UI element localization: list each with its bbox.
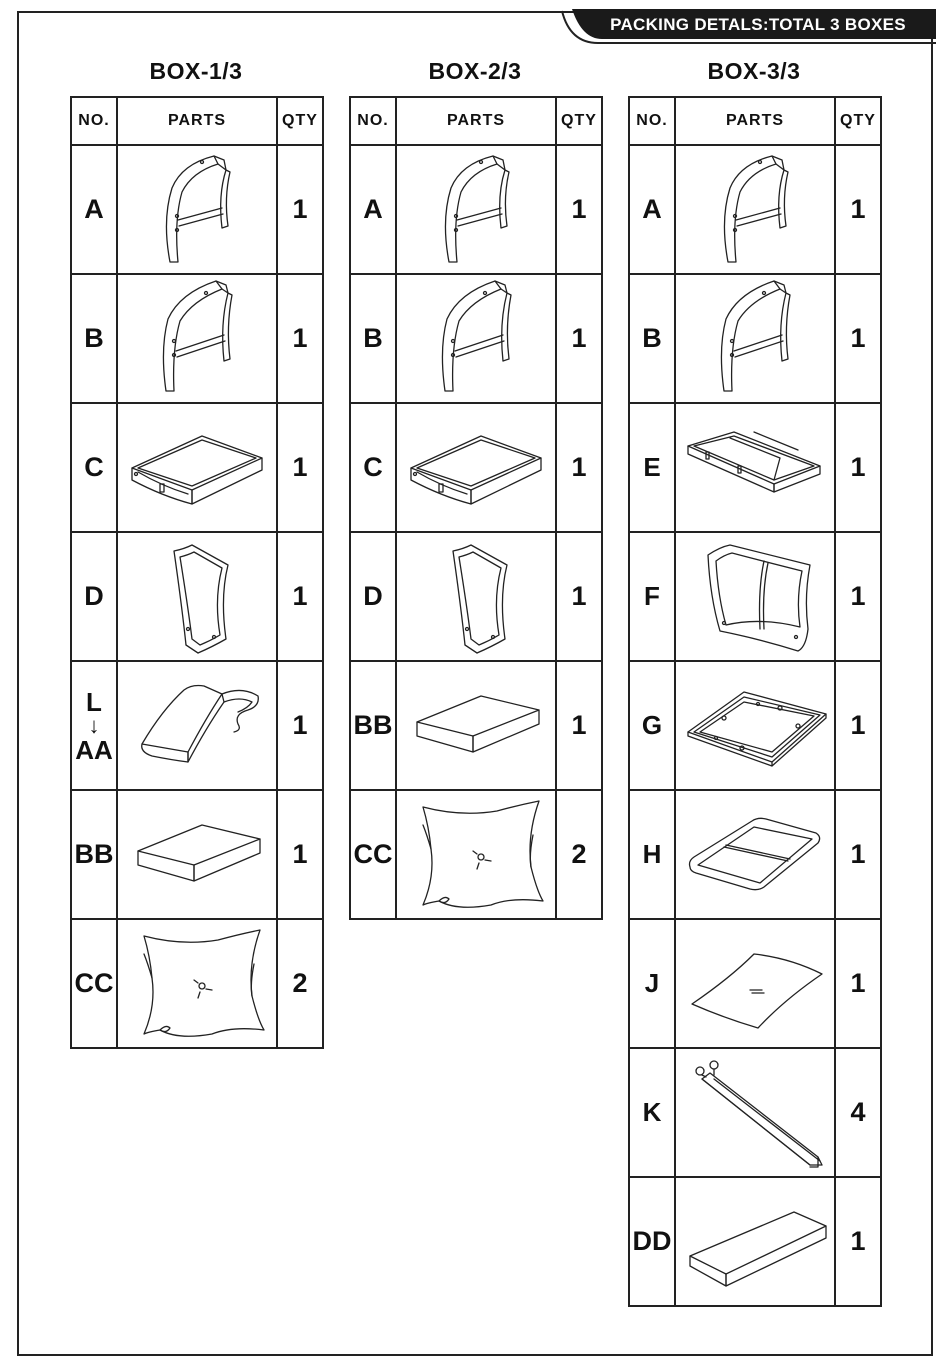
part-qty: 1 bbox=[277, 403, 323, 532]
part-qty: 4 bbox=[835, 1048, 881, 1177]
box-2-title: BOX-2/3 bbox=[428, 58, 522, 84]
part-image-glass-panel bbox=[675, 919, 835, 1048]
part-image-seat-cushion bbox=[117, 790, 277, 919]
part-no: CC bbox=[350, 790, 396, 919]
table-row bbox=[629, 661, 881, 790]
table-row bbox=[71, 403, 323, 532]
part-image-pillow bbox=[117, 919, 277, 1048]
part-no: D bbox=[350, 532, 396, 661]
part-qty: 1 bbox=[835, 661, 881, 790]
col-parts-header: PARTS bbox=[675, 97, 835, 145]
part-qty: 1 bbox=[277, 532, 323, 661]
part-image-chair-frame-b bbox=[396, 274, 556, 403]
col-no-header: NO. bbox=[71, 97, 117, 145]
table-row bbox=[350, 274, 602, 403]
part-no: C bbox=[350, 403, 396, 532]
part-no-bottom: AA bbox=[75, 734, 113, 765]
part-no: K bbox=[629, 1048, 675, 1177]
part-no: F bbox=[629, 532, 675, 661]
part-image-seat-frame bbox=[117, 403, 277, 532]
part-qty: 2 bbox=[277, 919, 323, 1048]
part-image-back-frame bbox=[117, 532, 277, 661]
box-1-table bbox=[70, 96, 324, 1049]
part-no: C bbox=[71, 403, 117, 532]
part-no: A bbox=[629, 145, 675, 274]
part-qty: 1 bbox=[835, 145, 881, 274]
table-row bbox=[71, 532, 323, 661]
part-no: G bbox=[629, 661, 675, 790]
part-image-loveseat-seat-frame bbox=[675, 403, 835, 532]
header-title: PACKING DETALS:TOTAL 3 BOXES bbox=[610, 15, 906, 34]
part-qty: 2 bbox=[556, 790, 602, 919]
part-image-chair-frame-a bbox=[117, 145, 277, 274]
part-qty: 1 bbox=[277, 274, 323, 403]
part-image-chair-frame-a bbox=[675, 145, 835, 274]
part-qty: 1 bbox=[277, 790, 323, 919]
part-qty: 1 bbox=[277, 661, 323, 790]
part-no: DD bbox=[629, 1177, 675, 1306]
table-row bbox=[350, 661, 602, 790]
box-3-table bbox=[628, 96, 882, 1307]
table-row bbox=[71, 661, 323, 790]
part-qty: 1 bbox=[835, 790, 881, 919]
part-no: B bbox=[350, 274, 396, 403]
part-image-pillow bbox=[396, 790, 556, 919]
part-image-table-inner-frame bbox=[675, 790, 835, 919]
col-qty-header: QTY bbox=[556, 97, 602, 145]
part-image-table-top-frame bbox=[675, 661, 835, 790]
part-qty: 1 bbox=[835, 403, 881, 532]
part-no: A bbox=[71, 145, 117, 274]
part-qty: 1 bbox=[835, 532, 881, 661]
table-row bbox=[71, 145, 323, 274]
part-no: E bbox=[629, 403, 675, 532]
table-row bbox=[629, 1177, 881, 1306]
part-image-hardware-bag bbox=[117, 661, 277, 790]
part-qty: 1 bbox=[277, 145, 323, 274]
box-2-table bbox=[349, 96, 603, 920]
table-row bbox=[71, 790, 323, 919]
part-image-seat-frame bbox=[396, 403, 556, 532]
part-no: BB bbox=[350, 661, 396, 790]
part-image-chair-frame-a bbox=[396, 145, 556, 274]
table-row bbox=[629, 1048, 881, 1177]
part-qty: 1 bbox=[556, 661, 602, 790]
part-image-loveseat-cushion bbox=[675, 1177, 835, 1306]
part-qty: 1 bbox=[556, 403, 602, 532]
col-no-header: NO. bbox=[350, 97, 396, 145]
col-parts-header: PARTS bbox=[117, 97, 277, 145]
part-qty: 1 bbox=[835, 1177, 881, 1306]
part-image-chair-frame-b bbox=[675, 274, 835, 403]
col-qty-header: QTY bbox=[835, 97, 881, 145]
table-row bbox=[350, 145, 602, 274]
table-row bbox=[71, 274, 323, 403]
col-no-header: NO. bbox=[629, 97, 675, 145]
part-image-chair-frame-b bbox=[117, 274, 277, 403]
part-no: A bbox=[350, 145, 396, 274]
part-no: J bbox=[629, 919, 675, 1048]
part-qty: 1 bbox=[556, 145, 602, 274]
part-qty: 1 bbox=[835, 919, 881, 1048]
col-qty-header: QTY bbox=[277, 97, 323, 145]
col-parts-header: PARTS bbox=[396, 97, 556, 145]
table-row bbox=[350, 403, 602, 532]
part-no: B bbox=[71, 274, 117, 403]
part-no: D bbox=[71, 532, 117, 661]
part-qty: 1 bbox=[835, 274, 881, 403]
part-image-table-leg bbox=[675, 1048, 835, 1177]
part-qty: 1 bbox=[556, 532, 602, 661]
part-no bbox=[71, 661, 117, 790]
table-row bbox=[629, 790, 881, 919]
part-no-top: L bbox=[86, 686, 102, 717]
part-image-back-frame bbox=[396, 532, 556, 661]
part-no: BB bbox=[71, 790, 117, 919]
table-row bbox=[629, 145, 881, 274]
part-no: CC bbox=[71, 919, 117, 1048]
table-row bbox=[350, 790, 602, 919]
table-row bbox=[629, 274, 881, 403]
range-arrow: ↓ bbox=[88, 712, 100, 738]
table-row bbox=[629, 403, 881, 532]
part-image-loveseat-back-frame bbox=[675, 532, 835, 661]
table-row bbox=[350, 532, 602, 661]
part-no: B bbox=[629, 274, 675, 403]
part-image-seat-cushion bbox=[396, 661, 556, 790]
table-row bbox=[629, 532, 881, 661]
table-row bbox=[71, 919, 323, 1048]
part-qty: 1 bbox=[556, 274, 602, 403]
box-1-title: BOX-1/3 bbox=[149, 58, 243, 84]
part-no: H bbox=[629, 790, 675, 919]
box-3-title: BOX-3/3 bbox=[707, 58, 801, 84]
table-row bbox=[629, 919, 881, 1048]
